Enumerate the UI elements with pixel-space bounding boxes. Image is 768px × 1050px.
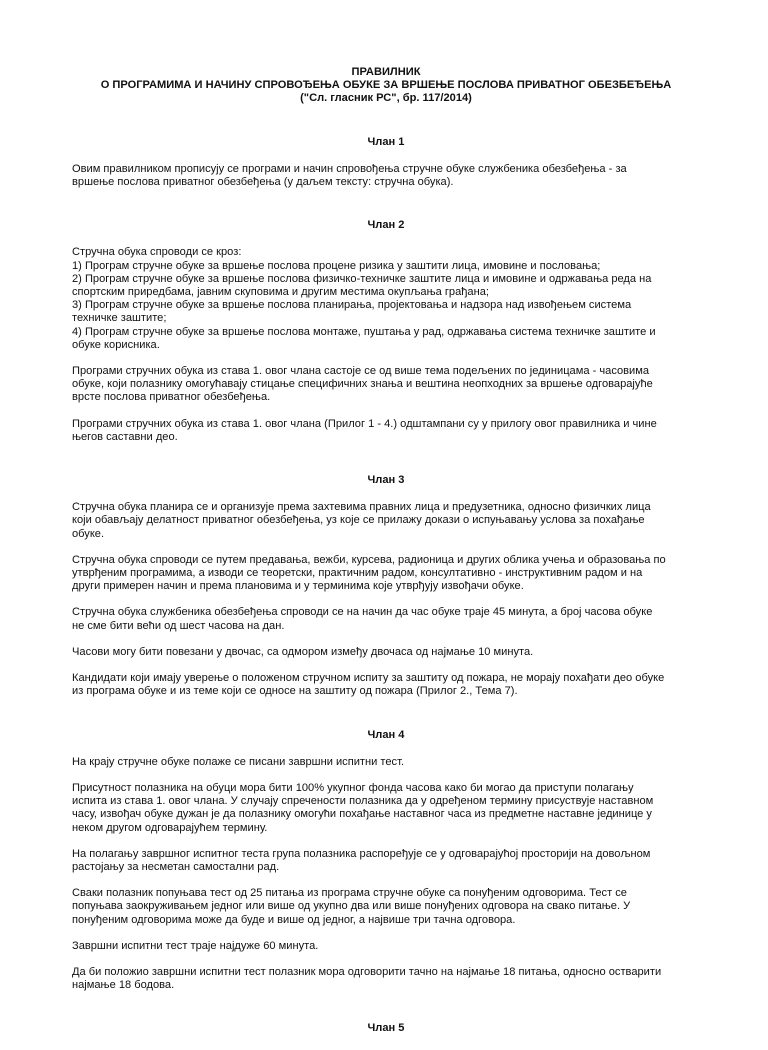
article-paragraph — [72, 163, 700, 189]
article-section — [72, 474, 700, 698]
paragraph-line: Сваки полазник попуњава тест од 25 питања из програма стручне обуке са понуђеним одговорима. Тест се — [72, 887, 627, 900]
document-header — [72, 66, 700, 106]
paragraph-line: утврђеним програмима, а изводи се теоретски, практичним радом, консултативно - инструктивним радом и на — [72, 567, 643, 580]
article-paragraph — [72, 672, 700, 698]
paragraph-line: 4) Програм стручне обуке за вршење послова монтаже, пуштања у рад, одржавања система техничке заштите и — [72, 325, 656, 338]
paragraph-line: Кандидати који имају уверење о положеном стручном испиту за заштиту од пожара, не морају похађати део обуке — [72, 672, 665, 685]
article-paragraph — [72, 418, 700, 444]
article-section — [72, 219, 700, 444]
paragraph-line: не сме бити већи од шест часова на дан. — [72, 619, 285, 632]
paragraph-line: најмање 18 бодова. — [72, 979, 175, 992]
paragraph-line: који обављају делатност приватног обезбеђења, уз које се прилажу докази о испуњавању услова за похађање — [72, 514, 645, 527]
paragraph-line: Завршни испитни тест траје најдуже 60 минута. — [72, 939, 319, 952]
article-paragraph — [72, 940, 700, 953]
paragraph-line: На крају стручне обуке полаже се писани завршни испитни тест. — [72, 755, 405, 768]
article-title: Члан 2 — [367, 219, 405, 232]
article-paragraph — [72, 756, 700, 769]
paragraph-line: попуњава заокруживањем једног или више од укупно два или више понуђених одговора на свако питање. У — [72, 900, 631, 913]
article-title: Члан 3 — [367, 474, 405, 487]
document-subtitle: О ПРОГРАМИМА И НАЧИНУ СПРОВОЂЕЊА ОБУКЕ ЗА ВРШЕЊЕ ПОСЛОВА ПРИВАТНОГ ОБЕЗБЕЂЕЊА — [100, 79, 672, 92]
paragraph-line: 3) Програм стручне обуке за вршење послова планирања, пројектовања и надзора над извођењем система — [72, 299, 632, 312]
article-title: Члан 5 — [367, 1022, 405, 1035]
paragraph-line: врсте послова приватног обезбеђења. — [72, 391, 271, 404]
paragraph-line: Присутност полазника на обуци мора бити 100% укупног фонда часова како би могао да приступи полагању — [72, 781, 634, 794]
article-section — [72, 729, 700, 993]
article-section — [72, 136, 700, 190]
document-title: ПРАВИЛНИК — [351, 66, 421, 78]
article-paragraph — [72, 646, 700, 659]
paragraph-line: Програми стручних обука из става 1. овог члана (Прилог 1 - 4.) одштампани су у прилогу овог правилника и чине — [72, 417, 657, 430]
article-paragraph — [72, 606, 700, 632]
paragraph-line: Програми стручних обука из става 1. овог члана састоје се од више тема подељених по јединицама - часовима — [72, 365, 650, 378]
paragraph-line: Часови могу бити повезани у двочас, са одмором између двочаса од најмање 10 минута. — [72, 645, 534, 658]
paragraph-line: Стручна обука службеника обезбеђења спроводи се на начин да час обуке траје 45 минута, а број часова обуке — [72, 606, 653, 619]
article-section — [72, 1022, 700, 1035]
paragraph-line: Стручна обука спроводи се путем предавања, вежби, курсева, радионица и других облика учења и образовања по — [72, 553, 666, 566]
paragraph-line: неком другом одговарајућем термину. — [72, 821, 268, 834]
article-title: Члан 1 — [367, 135, 405, 148]
paragraph-line: техничке заштите; — [72, 312, 167, 325]
paragraph-line: Да би положио завршни испитни тест полазник мора одговорити тачно на најмање 18 питања, односно остварити — [72, 965, 662, 978]
paragraph-line: испита из става 1. овог члана. У случају спречености полазника да у одређеном термину присуствује наставном — [72, 795, 654, 808]
paragraph-line: обуке, који полазнику омогућавају стицање специфичних знања и вештина неопходних за вршење одговарајуће — [72, 378, 653, 391]
paragraph-line: спортским приредбама, јавним скуповима и другим местима окупљања грађана; — [72, 286, 489, 299]
article-paragraph — [72, 966, 700, 992]
article-paragraph — [72, 501, 700, 541]
document-page — [72, 66, 700, 1050]
paragraph-line: Стручна обука спроводи се кроз: — [72, 246, 242, 259]
article-paragraph — [72, 887, 700, 927]
articles-container — [72, 136, 700, 1036]
article-paragraph — [72, 554, 700, 594]
paragraph-line: његов саставни део. — [72, 430, 178, 443]
article-title: Члан 4 — [367, 728, 405, 741]
paragraph-line: На полагању завршног испитног теста група полазника распоређује се у одговарајућој просторији на довољном — [72, 847, 651, 860]
paragraph-line: часу, извођач обуке дужан је да полазнику омогући похађање наставног часа из предметне наставне јединице у — [72, 808, 652, 821]
article-paragraph — [72, 246, 700, 352]
paragraph-line: понуђеним одговорима може да буде и више од једног, а највише три тачна одговора. — [72, 913, 516, 926]
paragraph-line: Стручна обука планира се и организује према захтевима правних лица и предузетника, односно физичких лица — [72, 501, 651, 514]
document-source: ("Сл. гласник РС", бр. 117/2014) — [300, 92, 472, 105]
article-paragraph — [72, 782, 700, 835]
paragraph-line: други примерен начин и према плановима и у терминима које утврђују извођачи обуке. — [72, 580, 524, 593]
article-paragraph — [72, 365, 700, 405]
paragraph-line: 1) Програм стручне обуке за вршење послова процене ризика у заштити лица, имовине и пословања; — [72, 259, 601, 272]
paragraph-line: 2) Програм стручне обуке за вршење послова физичко-техничке заштите лица и имовине и одржавања реда на — [72, 272, 652, 285]
paragraph-line: вршење послова приватног обезбеђења (у даљем тексту: стручна обука). — [72, 176, 454, 189]
article-paragraph — [72, 848, 700, 874]
paragraph-line: обуке. — [72, 527, 105, 540]
paragraph-line: Овим правилником прописују се програми и начин спровођења стручне обуке службеника обезбеђења - за — [72, 162, 627, 175]
paragraph-line: растојању за несметан самостални рад. — [72, 860, 280, 873]
paragraph-line: из програма обуке и из теме који се односе на заштиту од пожара (Прилог 2., Тема 7). — [72, 685, 518, 698]
paragraph-line: обуке корисника. — [72, 338, 160, 351]
